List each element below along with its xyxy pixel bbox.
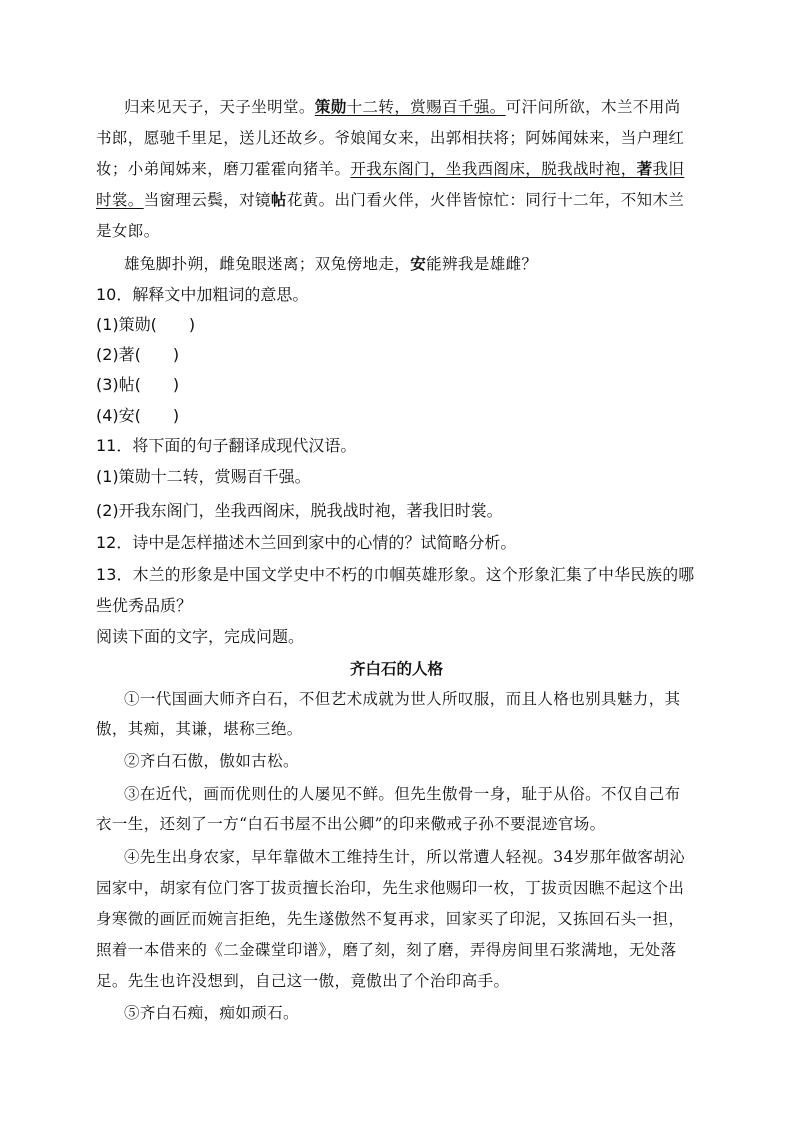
poem-line-2: 书郎，愿驰千里足，送儿还故乡。爷娘闻女来，出郭相扶将；阿姊闻妹来，当户理红 (96, 129, 685, 147)
bold-word-zhuo: 著 (636, 159, 653, 178)
underlined-sentence-2-cont: 我旧 (652, 160, 685, 178)
question-13-cont: 些优秀品质？ (96, 596, 193, 615)
question-11: 11．将下面的句子翻译成现代汉语。 (96, 436, 357, 455)
question-12: 12．诗中是怎样描述木兰回到家中的心情的？试简略分析。 (96, 533, 517, 552)
question-10-item-1: (1)策勋( ) (96, 315, 196, 334)
article-p4-line-5: 足。先生也许没想到，自己这一傲，竟傲出了个治印高手。 (96, 972, 510, 990)
poem-text: 妆；小弟闻姊来，磨刀霍霍向猪羊。 (96, 160, 351, 178)
article-p4-line-4: 照着一本借来的《二金碟堂印谱》，磨了刻，刻了磨，弄得房间里石浆满地，无处落 (96, 941, 677, 959)
article-p4-line-2: 园家中，胡家有位门客丁拔贡擅长治印，先生求他赐印一枚，丁拔贡因瞧不起这个出 (96, 879, 685, 897)
poem-line-4 (96, 189, 684, 211)
poem-line-5: 是女郎。 (96, 222, 160, 240)
poem-text: 归来见天子，天子坐明堂。 (124, 98, 315, 116)
article-p3: ③在近代，画而优则仕的人屡见不鲜。但先生傲骨一身，耻于从俗。不仅自己布 (124, 785, 681, 803)
reading-instruction: 阅读下面的文字，完成问题。 (96, 627, 305, 646)
underlined-sentence-2-end: 时裳。 (96, 191, 144, 209)
poem-text: 能辨我是雄雌？ (426, 255, 538, 273)
article-p3-cont: 衣一生，还刻了一方“白石书屋不出公卿”的印来儆戒子孙不要混迹官场。 (96, 815, 606, 833)
bold-word-an: 安 (410, 254, 427, 273)
article-p1: ①一代国画大师齐白石，不但艺术成就为世人所叹服，而且人格也别具魅力，其 (124, 690, 681, 708)
article-title: 齐白石的人格 (349, 660, 443, 678)
poem-line-3 (96, 158, 684, 180)
question-10: 10．解释文中加粗词的意思。 (96, 285, 309, 304)
question-10-item-3: (3)帖( ) (96, 375, 180, 394)
article-p4: ④先生出身农家，早年靠做木工维持生计，所以常遭人轻视。34岁那年做客胡沁 (124, 848, 686, 866)
poem-text: 花黄。出门看火伴，火伴皆惊忙：同行十二年，不知木兰 (286, 191, 685, 209)
bold-word-cexun: 策勋 (314, 97, 347, 116)
poem-text: 雄兔脚扑朔，雌兔眼迷离；双兔傍地走， (124, 255, 411, 273)
article-p2: ②齐白石傲，傲如古松。 (124, 752, 299, 770)
question-11-item-1: (1)策勋十二转，赏赐百千强。 (96, 467, 311, 486)
article-p1-cont: 傲，其痴，其谦，堪称三绝。 (96, 720, 303, 738)
question-13: 13．木兰的形象是中国文学史中不朽的巾帼英雄形象。这个形象汇集了中华民族的哪 (96, 565, 695, 584)
poem-line-6 (124, 253, 537, 275)
article-p5: ⑤齐白石痴，痴如顽石。 (124, 1004, 299, 1022)
question-11-item-2: (2)开我东阁门，坐我西阁床，脱我战时袍，著我旧时裳。 (96, 501, 503, 520)
question-10-item-2: (2)著( ) (96, 345, 180, 364)
article-p4-line-3: 身寒微的画匠而婉言拒绝，先生遂傲然不复再求，回家买了印泥，又拣回石头一担， (96, 910, 685, 928)
poem-text: 当窗理云鬓，对镜 (143, 191, 271, 209)
underlined-sentence-2: 开我东阁门，坐我西阁床，脱我战时袍， (350, 160, 637, 178)
bold-word-tie: 帖 (270, 190, 287, 209)
question-10-item-4: (4)安( ) (96, 406, 180, 425)
underlined-sentence-1: 十二转，赏赐百千强。 (346, 98, 506, 116)
poem-text: 可汗问所欲，木兰不用尚 (505, 98, 681, 116)
poem-line-1 (124, 96, 698, 118)
